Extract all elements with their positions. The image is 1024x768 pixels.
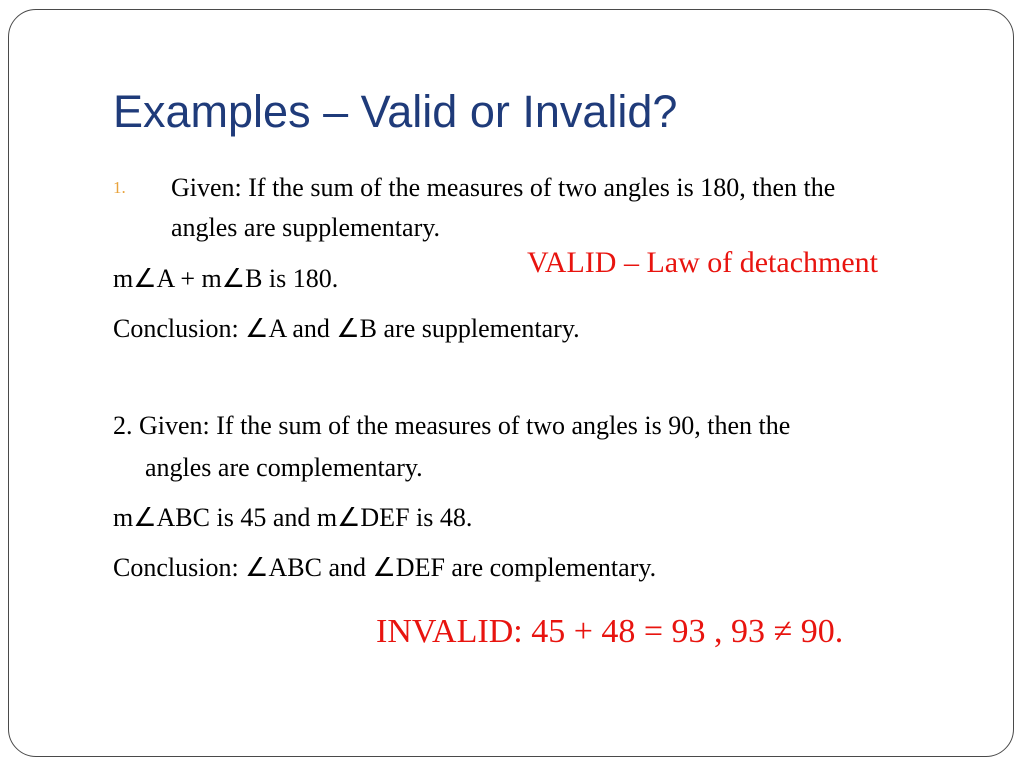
example1-number: 1.	[113, 178, 126, 197]
example2-given-line2: angles are complementary.	[145, 453, 423, 482]
example1-given-line2: angles are supplementary.	[171, 213, 441, 242]
example2-statement: m∠ABC is 45 and m∠DEF is 48.	[113, 503, 473, 532]
example1-given-line1: Given: If the sum of the measures of two angles is 180, then the	[171, 173, 836, 202]
example1-statement: m∠A + m∠B is 180.	[113, 264, 339, 293]
example1-verdict: VALID – Law of detachment	[527, 246, 879, 279]
slide-title: Examples – Valid or Invalid?	[113, 86, 678, 137]
example2-conclusion: Conclusion: ∠ABC and ∠DEF are complementary.	[113, 553, 657, 582]
example2-given-line1: 2. Given: If the sum of the measures of two angles is 90, then the	[113, 411, 791, 440]
example2-verdict: INVALID: 45 + 48 = 93 , 93 ≠ 90.	[376, 613, 844, 650]
example1-conclusion: Conclusion: ∠A and ∠B are supplementary.	[113, 314, 580, 343]
